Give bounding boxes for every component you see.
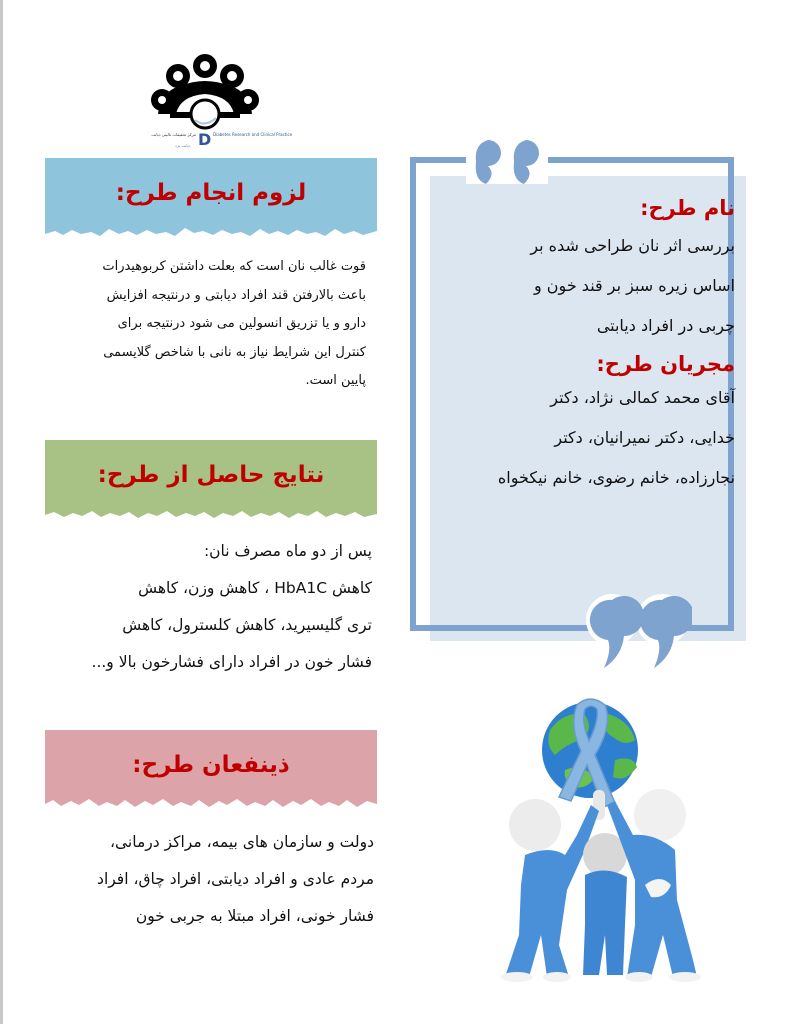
organization-logo xyxy=(150,52,293,152)
necessity-line: دارو و یا تزریق انسولین می شود درنتیجه برای xyxy=(117,316,366,331)
project-name-text xyxy=(440,226,735,346)
project-name-line: چربی در افراد دیابتی xyxy=(596,316,735,335)
logo-caption-persian-2: دیابت یزد xyxy=(175,143,191,148)
necessity-line: کنترل این شرایط نیاز به نانی با شاخص گلایسمی xyxy=(103,344,366,360)
logo-caption xyxy=(150,130,293,152)
quote-box-content xyxy=(440,190,735,498)
results-line: فشار خون در افراد دارای فشارخون بالا و... xyxy=(91,653,372,671)
page-left-edge xyxy=(0,0,3,1024)
results-text xyxy=(52,533,372,681)
necessity-line: باعث بالارفتن قند افراد دیابتی و درنتیجه افزایش xyxy=(106,287,366,303)
logo-flower-icon xyxy=(150,52,260,132)
torn-edge-decoration xyxy=(45,222,377,240)
executors-line: آقای محمد کمالی نژاد، دکتر xyxy=(550,388,735,407)
executors-line: خدایی، دکتر نمیرانیان، دکتر xyxy=(554,428,735,447)
necessity-line: قوت غالب نان است که بعلت داشتن کربوهیدرات xyxy=(102,259,366,274)
logo-caption-persian: مرکز تحقیقات بالینی دیابت xyxy=(151,132,196,137)
stakeholders-title: ذینفعان طرح: xyxy=(132,752,290,778)
torn-edge-decoration xyxy=(45,794,377,812)
project-name-heading: نام طرح: xyxy=(640,196,735,220)
stakeholders-line: مردم عادی و افراد دیابتی، افراد چاق، افراد xyxy=(97,870,374,888)
executors-line: نجارزاده، خانم رضوی، خانم نیکخواه xyxy=(497,468,735,487)
necessity-title: لزوم انجام طرح: xyxy=(115,180,307,206)
stakeholders-line: دولت و سازمان های بیمه، مراکز درمانی، xyxy=(109,833,374,851)
stakeholders-banner xyxy=(45,730,377,810)
necessity-banner xyxy=(45,158,377,238)
stakeholders-line: فشار خونی، افراد مبتلا به جربی خون xyxy=(135,907,374,925)
close-quote-icon xyxy=(582,594,692,674)
project-name-line: بررسی اثر نان طراحی شده بر xyxy=(530,236,735,255)
stakeholders-text xyxy=(40,824,374,935)
executors-heading: مجریان طرح: xyxy=(596,352,735,376)
logo-caption-english: Diabetes Research and Clinical Practice xyxy=(213,132,293,137)
results-line: پس از دو ماه مصرف نان: xyxy=(203,542,372,560)
logo-letter: D xyxy=(198,130,212,149)
necessity-line: پایین است. xyxy=(305,373,366,388)
results-banner xyxy=(45,440,377,520)
executors-text xyxy=(440,378,735,498)
team-globe-ribbon-illustration-icon xyxy=(495,685,705,985)
results-line: کاهش HbA1C ، کاهش وزن، کاهش xyxy=(138,579,372,597)
open-quote-icon xyxy=(466,128,548,184)
results-line: تری گلیسیرید، کاهش کلسترول، کاهش xyxy=(122,616,372,634)
torn-edge-decoration xyxy=(45,504,377,522)
results-title: نتایج حاصل از طرح: xyxy=(97,462,325,488)
necessity-text xyxy=(48,253,366,396)
project-name-line: اساس زیره سبز بر قند خون و xyxy=(533,276,735,295)
